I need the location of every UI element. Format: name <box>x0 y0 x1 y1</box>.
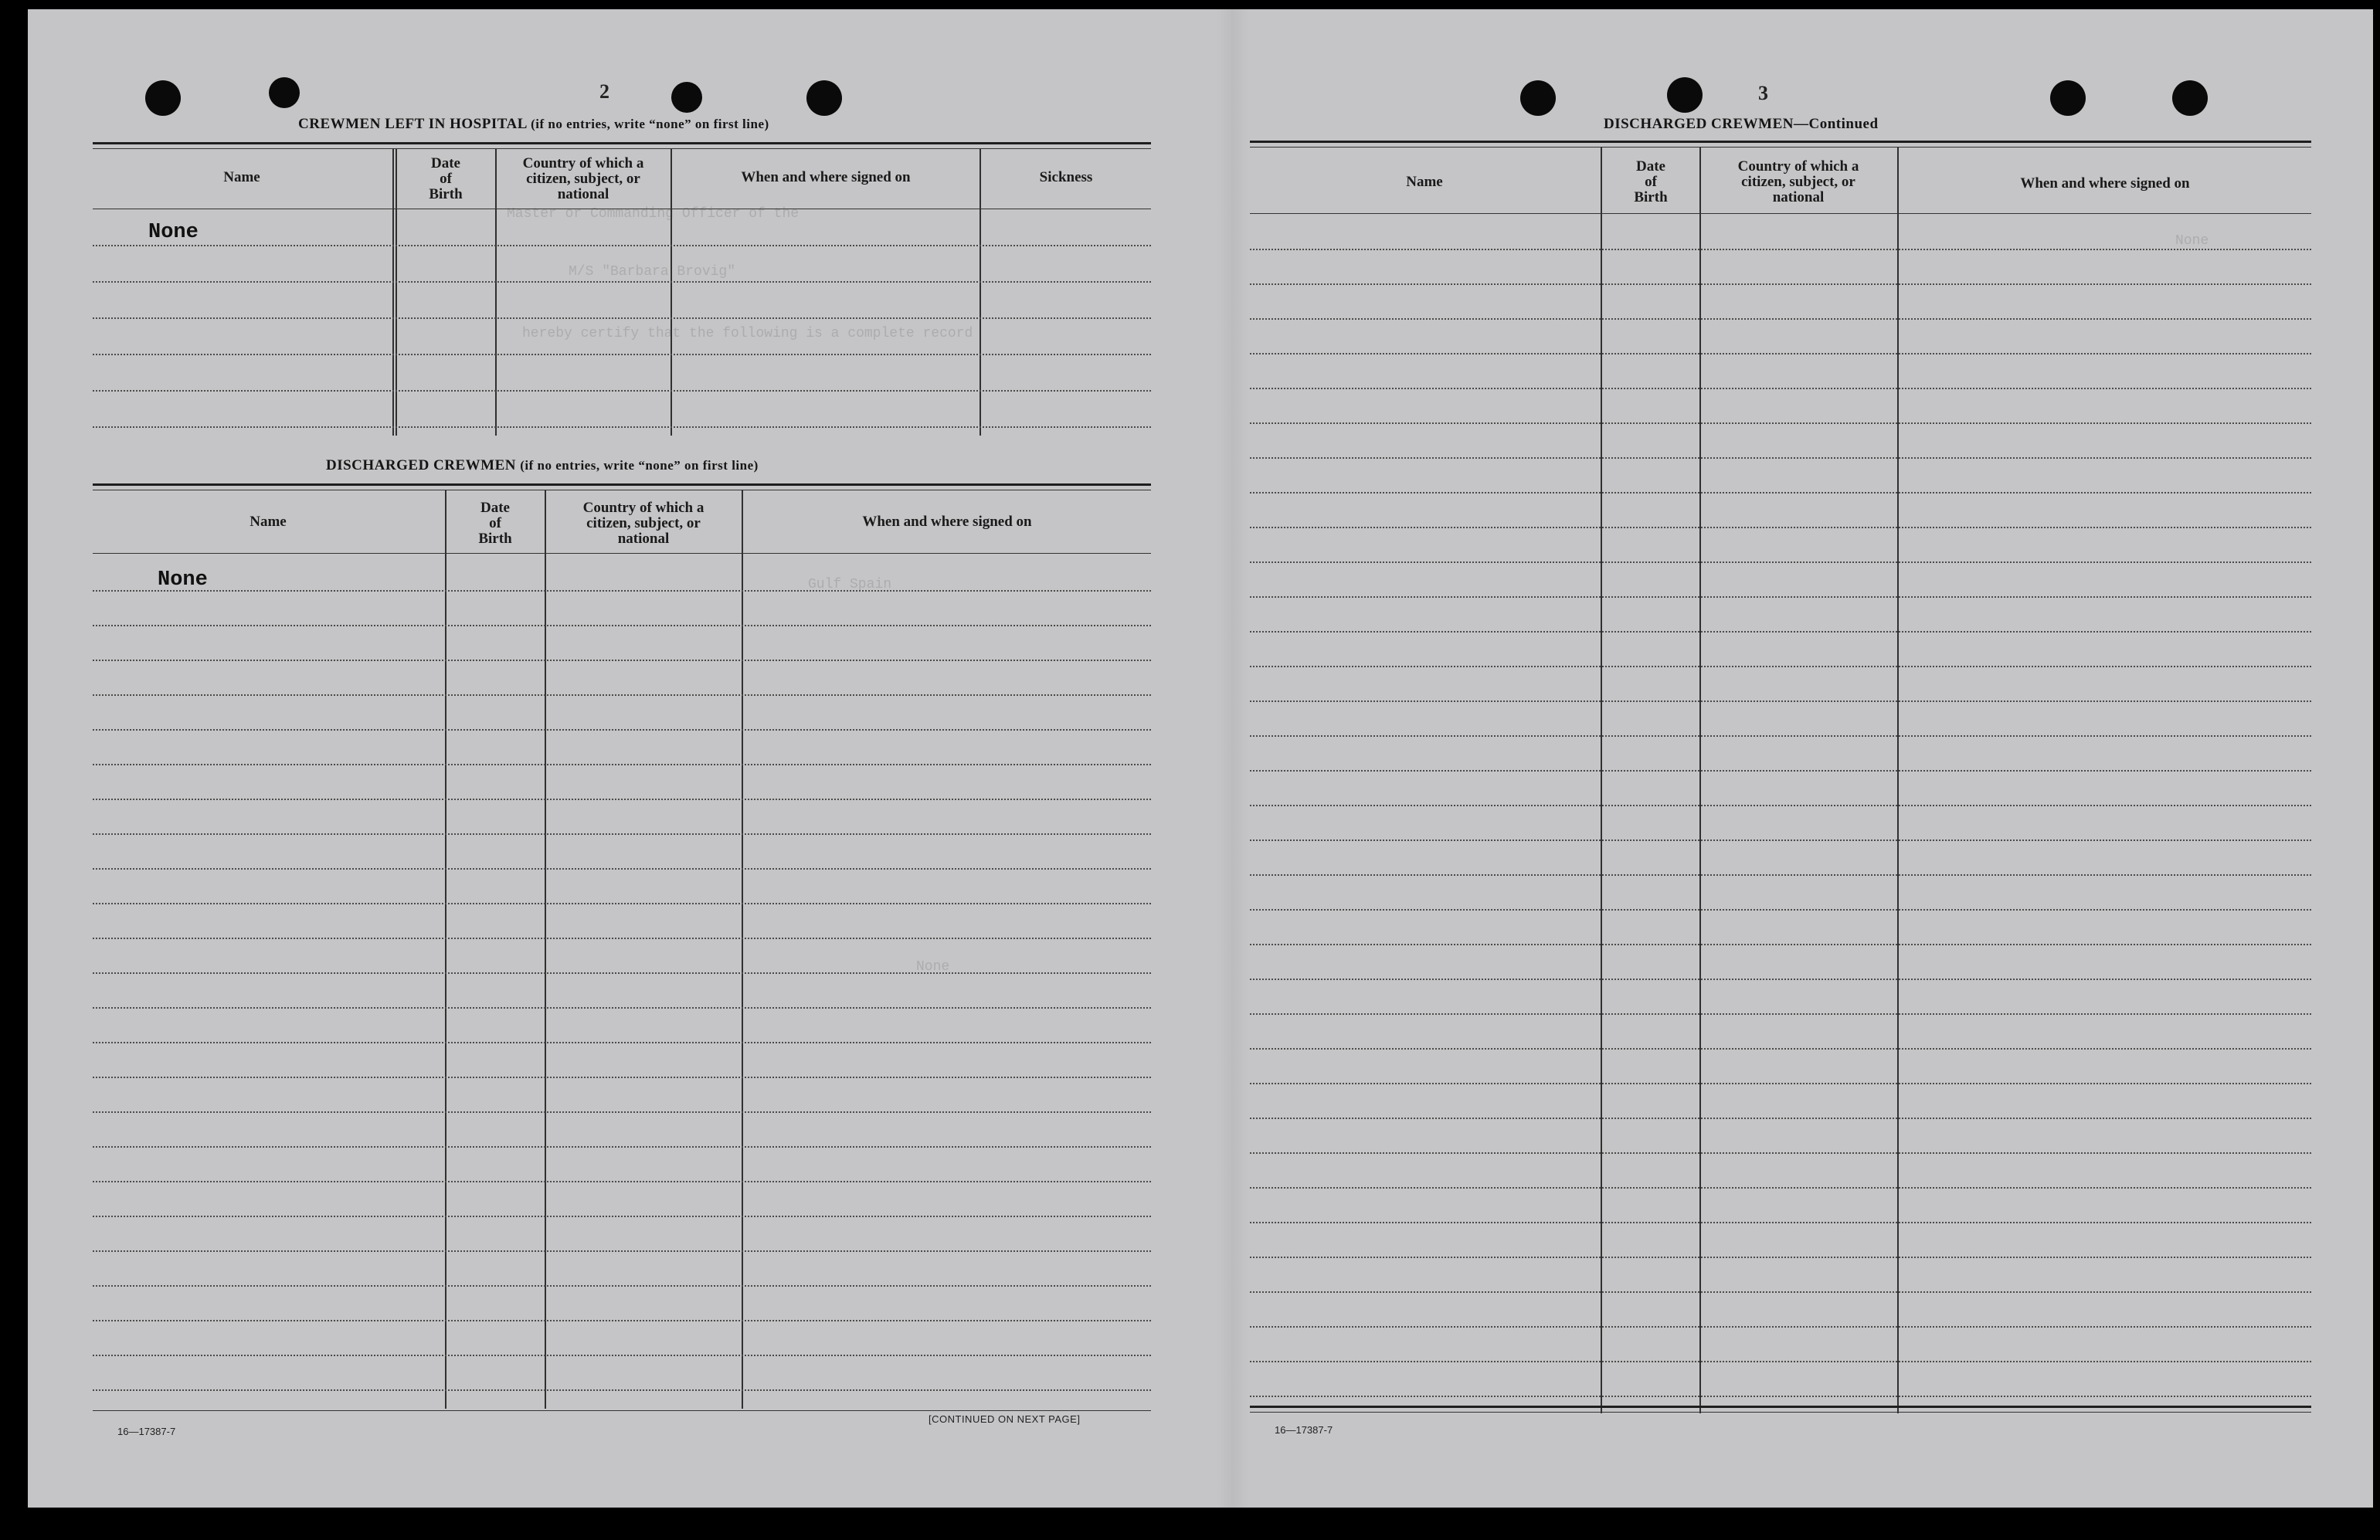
table-row-line <box>93 1077 1151 1078</box>
table-row-line <box>1250 1257 2311 1258</box>
table-row-line <box>1250 457 2311 459</box>
punch-hole <box>269 77 300 108</box>
table-row-line <box>1250 596 2311 598</box>
table-row-line <box>1250 1326 2311 1328</box>
table-row-line <box>1250 874 2311 876</box>
table-row-line <box>93 1111 1151 1113</box>
table-row-line <box>93 1320 1151 1321</box>
column-header-sickness: Sickness <box>1039 169 1093 185</box>
column-header-signed-on: When and where signed on <box>741 169 911 185</box>
table-row-line <box>93 903 1151 904</box>
table-row-line <box>1250 631 2311 633</box>
table-row-line <box>1250 1013 2311 1015</box>
page-number: 2 <box>599 80 609 103</box>
column-header-country: Country of which a citizen, subject, or national <box>1737 158 1859 205</box>
table-row-line <box>1250 388 2311 389</box>
divider <box>93 142 1151 144</box>
table-row-line <box>93 833 1151 835</box>
punch-hole <box>145 80 181 116</box>
discharged-entry-none: None <box>158 568 208 592</box>
table-row-line <box>93 1146 1151 1148</box>
column-header-date-of-birth: Date of Birth <box>1634 158 1668 205</box>
table-row-line <box>1250 1222 2311 1223</box>
column-header-date-of-birth: Date of Birth <box>478 500 512 547</box>
discharged-continued-title: DISCHARGED CREWMEN—Continued <box>1604 116 1879 132</box>
table-row-line <box>1250 1187 2311 1189</box>
hospital-section-title: CREWMEN LEFT IN HOSPITAL (if no entries, write “none” on first line) <box>298 116 769 132</box>
table-row-line <box>93 938 1151 939</box>
table-row-line <box>1250 492 2311 494</box>
discharged-section-title: DISCHARGED CREWMEN (if no entries, write “none” on first line) <box>326 457 759 473</box>
table-row-line <box>1250 805 2311 806</box>
column-header-country: Country of which a citizen, subject, or national <box>582 500 704 547</box>
punch-hole <box>2050 80 2086 116</box>
table-row-line <box>93 729 1151 731</box>
form-number: 16—17387-7 <box>117 1426 176 1437</box>
table-row-line <box>93 1007 1151 1009</box>
table-row-line <box>93 1355 1151 1356</box>
table-row-line <box>93 799 1151 800</box>
table-row-line <box>93 868 1151 870</box>
table-row-line <box>1250 979 2311 980</box>
table-row-line <box>1250 527 2311 528</box>
form-number: 16—17387-7 <box>1275 1424 1333 1436</box>
column-header-name: Name <box>223 169 260 185</box>
table-row-line <box>93 660 1151 661</box>
table-row-line <box>93 694 1151 696</box>
table-row-line <box>93 590 1151 592</box>
punch-hole <box>1520 80 1556 116</box>
column-header-signed-on: When and where signed on <box>2020 175 2190 192</box>
table-row-line <box>1250 1396 2311 1397</box>
table-row-line <box>1250 1083 2311 1084</box>
table-row-line <box>1250 909 2311 911</box>
table-row-line <box>1250 318 2311 320</box>
table-row-line <box>1250 770 2311 772</box>
table-row-line <box>93 972 1151 974</box>
page-number: 3 <box>1758 82 1768 104</box>
table-row-line <box>1250 422 2311 424</box>
column-header-name: Name <box>1406 174 1443 190</box>
punch-hole <box>806 80 842 116</box>
table-row-line <box>1250 353 2311 354</box>
table-row-line <box>1250 1118 2311 1119</box>
table-row-line <box>1250 840 2311 841</box>
punch-hole <box>2172 80 2208 116</box>
column-header-signed-on: When and where signed on <box>862 514 1032 530</box>
hospital-entry-none: None <box>148 221 199 244</box>
divider <box>1250 141 2311 143</box>
table-row-line <box>1250 561 2311 563</box>
table-row-line <box>93 1389 1151 1391</box>
table-row-line <box>1250 700 2311 702</box>
column-header-country: Country of which a citizen, subject, or national <box>522 155 644 202</box>
punch-hole <box>671 82 702 113</box>
table-row-line <box>1250 1048 2311 1050</box>
table-row-line <box>93 1216 1151 1217</box>
table-row-line <box>93 1285 1151 1287</box>
table-row-line <box>1250 944 2311 945</box>
table-row-line <box>1250 735 2311 737</box>
document-sheet: Master or Commanding Officer of the M/S "Barbara Brovig" hereby certify that the following is a complete record Gulf Spain None None 2 CREWMEN LEFT IN HOSPITAL (if no entries, write “none” on first line) Name Date of Birth Country of which a citizen, subject, or national When and where signed on Sickness None DISCHARGED CREWMEN (if no entries, write “none” on first line) Name Date of Birth Country of which a citizen, subject, or national When and where signed on None 16—17387-7 [CONTINUED ON NEXT PAGE] 3 DISCHARGED CREWMEN—Continued Name Date of Birth Country of which a citizen, subject, or national When and where signed on 16—17387-7 <box>28 9 2373 1508</box>
table-row-line <box>93 1250 1151 1252</box>
column-header-name: Name <box>250 514 287 530</box>
table-row-line <box>93 1042 1151 1043</box>
table-row-line <box>1250 1152 2311 1154</box>
table-row-line <box>1250 1361 2311 1362</box>
table-row-line <box>1250 666 2311 667</box>
table-row-line <box>1250 249 2311 250</box>
table-row-line <box>1250 1291 2311 1293</box>
continued-note: [CONTINUED ON NEXT PAGE] <box>929 1413 1081 1425</box>
table-row-line <box>93 1181 1151 1182</box>
column-header-date-of-birth: Date of Birth <box>429 155 463 202</box>
page-spine <box>1217 9 1248 1508</box>
table-row-line <box>1250 283 2311 285</box>
table-row-line <box>93 764 1151 765</box>
punch-hole <box>1667 77 1703 113</box>
divider <box>93 483 1151 486</box>
table-row-line <box>93 625 1151 626</box>
